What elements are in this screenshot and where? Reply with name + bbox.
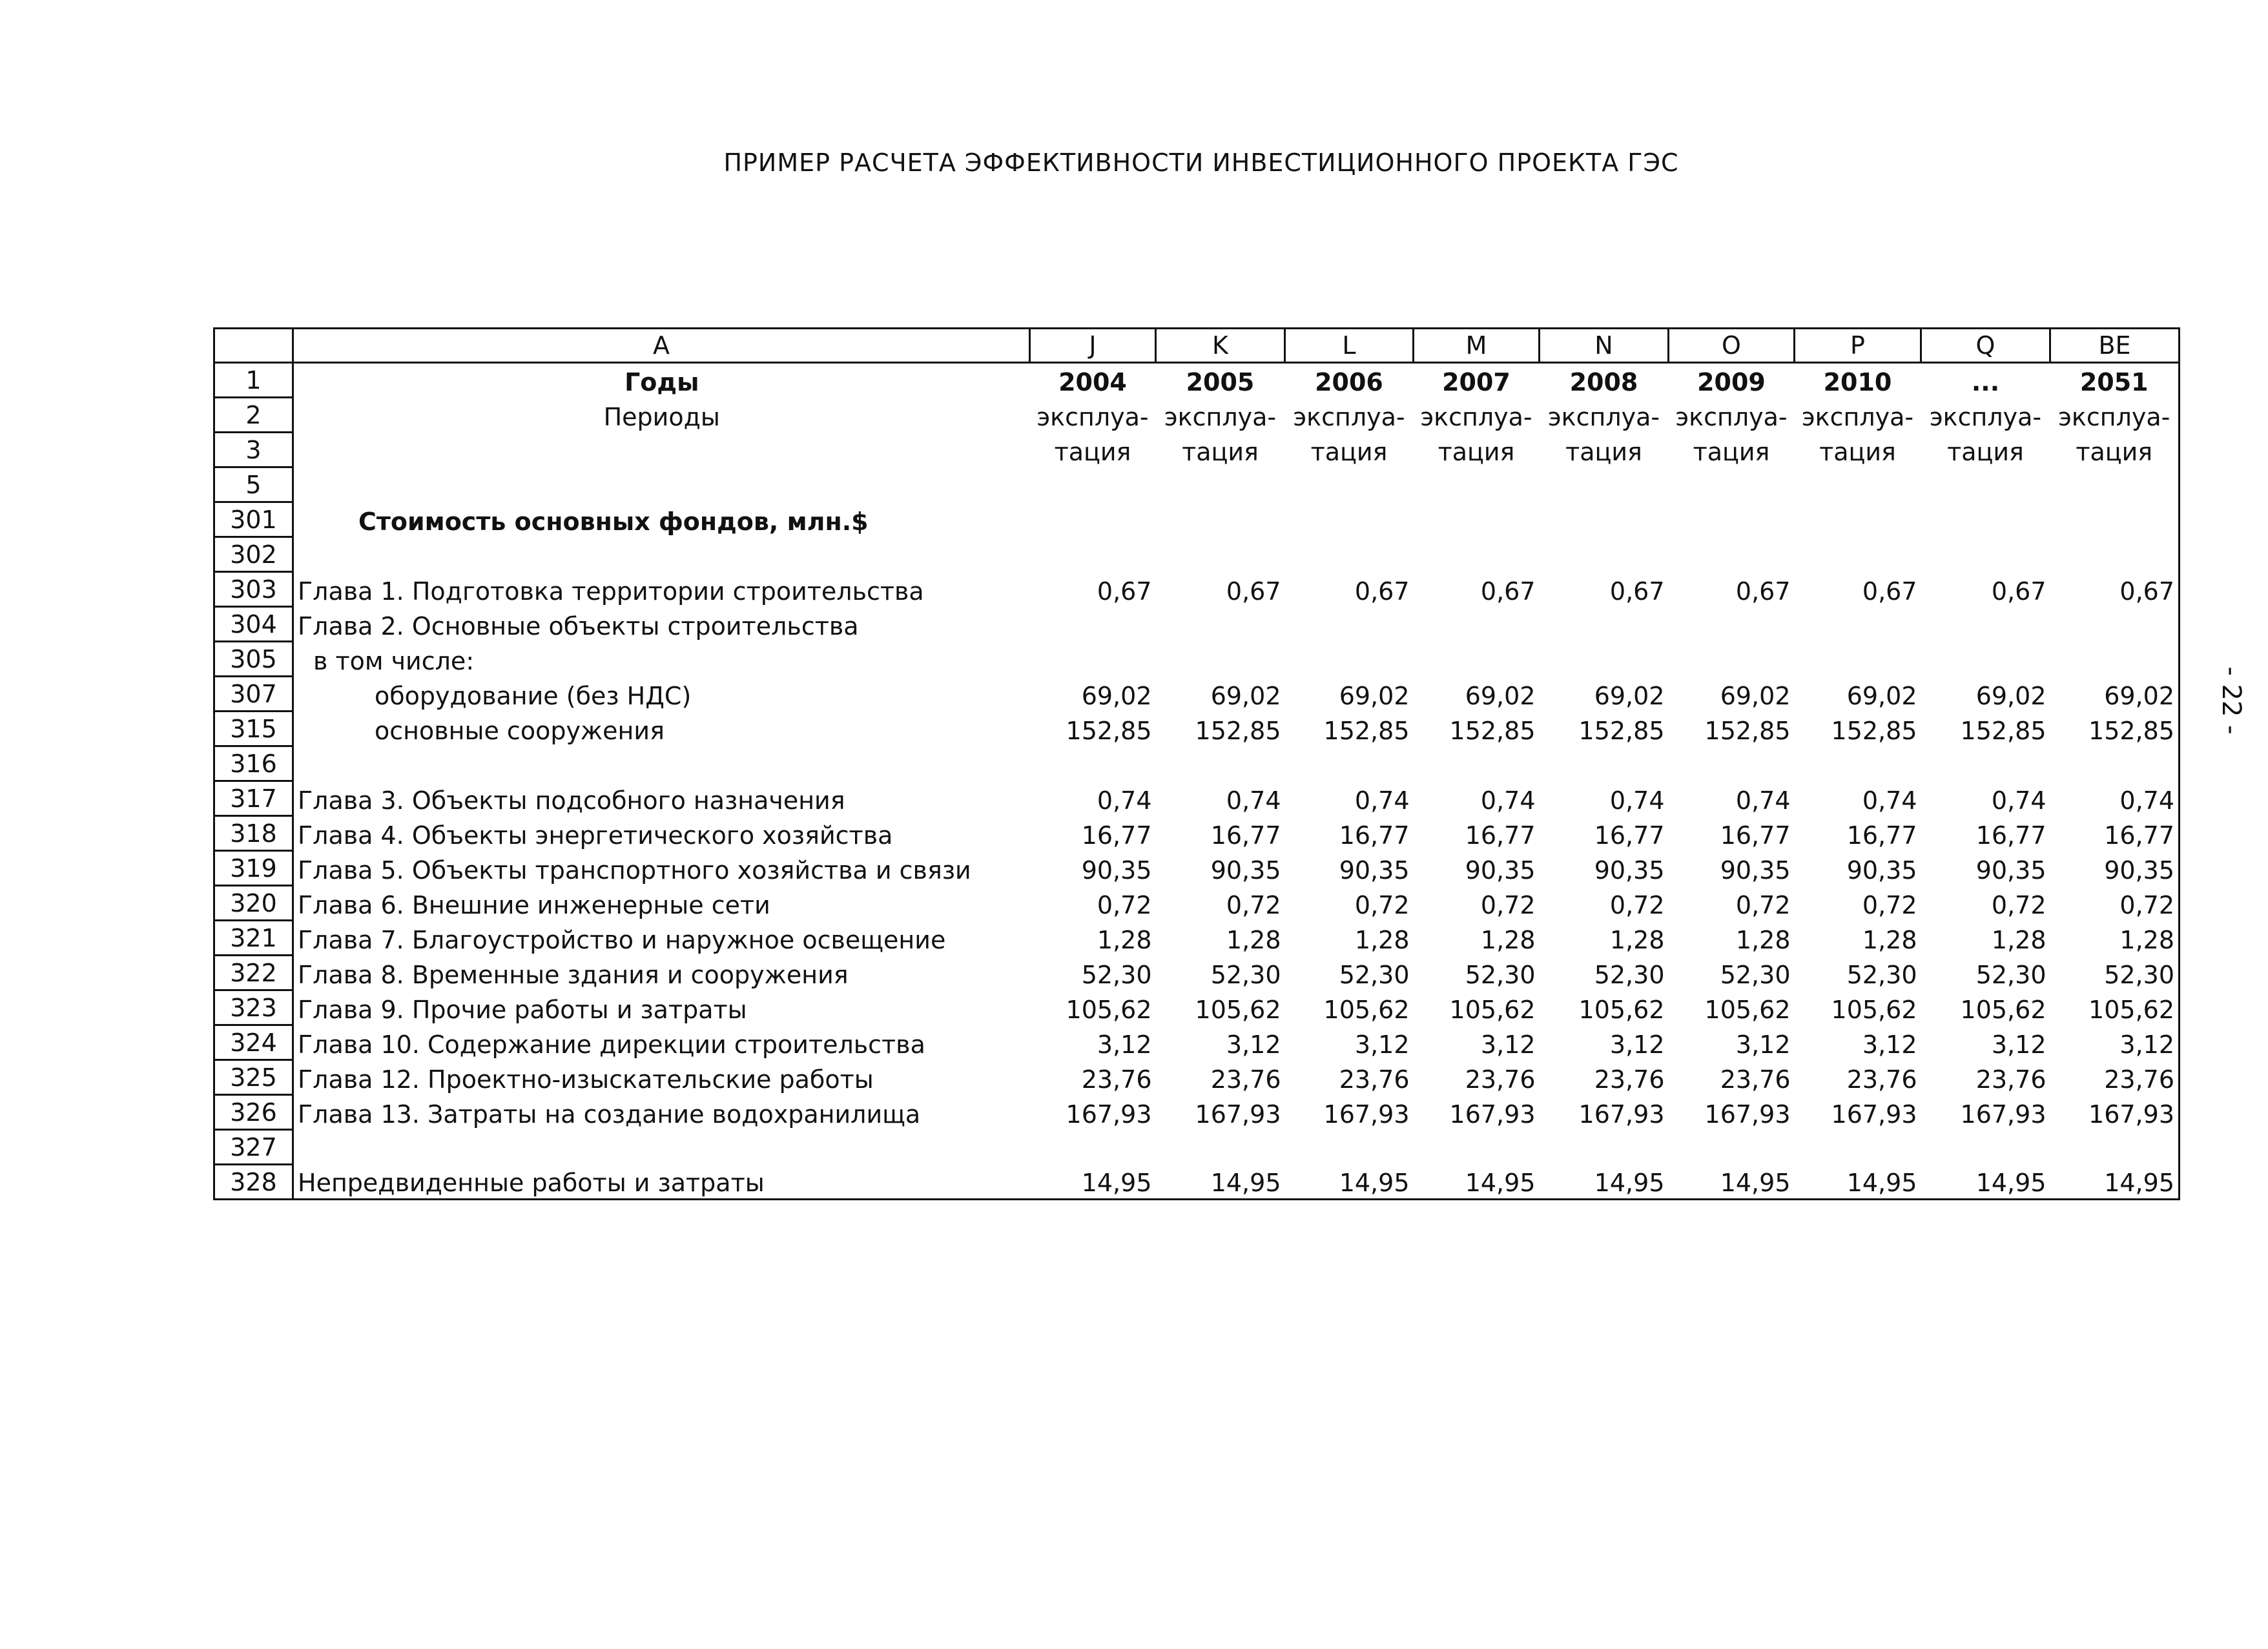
- value-cell: [1030, 746, 1156, 781]
- section-title: Стоимость основных фондов, млн.$: [293, 502, 1030, 537]
- value-cell: 0,72: [1097, 890, 1152, 919]
- value-cell: 52,30: [1720, 960, 1791, 989]
- value-cell: 152,85: [1960, 716, 2046, 745]
- periods-row: [214, 398, 2180, 433]
- row-number: 3: [214, 433, 293, 467]
- value-cell: 14,95: [1414, 1165, 1540, 1200]
- row-number: 5: [214, 467, 293, 502]
- value-cell: 14,95: [1669, 1165, 1795, 1200]
- value-cell: [1285, 642, 1414, 677]
- value-cell: 167,93: [1323, 1100, 1410, 1129]
- value-cell: 152,85: [1449, 716, 1536, 745]
- value-cell: 0,74: [1735, 786, 1791, 815]
- row-number: 307: [214, 677, 293, 712]
- row-label: Глава 4. Объекты энергетического хозяйства: [293, 816, 1030, 851]
- row-label: Глава 13. Затраты на создание водохранилища: [293, 1095, 1030, 1130]
- value-cell: 167,93: [1704, 1100, 1791, 1129]
- value-cell: 0,67: [1354, 577, 1410, 606]
- value-cell: [1156, 607, 1285, 642]
- year-cell: 2004: [1058, 367, 1127, 396]
- value-cell: [1669, 607, 1795, 642]
- table-row: [214, 607, 2180, 642]
- value-cell: 52,30: [2050, 956, 2180, 990]
- value-cell: 0,74: [1609, 786, 1665, 815]
- row-number: 301: [214, 502, 293, 537]
- column-header-row: [214, 329, 2180, 363]
- value-cell: 23,76: [1081, 1065, 1152, 1094]
- value-cell: [1414, 1130, 1540, 1165]
- value-cell: [1540, 1130, 1669, 1165]
- row-label: [293, 433, 1030, 467]
- value-cell: [1795, 746, 1921, 781]
- value-cell: 0,74: [1354, 786, 1410, 815]
- year-cell: 2006: [1315, 367, 1383, 396]
- row-label: Глава 5. Объекты транспортного хозяйства и связи: [293, 851, 1030, 886]
- row-label: Глава 9. Прочие работы и затраты: [293, 990, 1030, 1025]
- value-cell: 1,28: [2050, 921, 2180, 956]
- year-cell: 2010: [1823, 367, 1892, 396]
- row-number: 320: [214, 886, 293, 921]
- value-cell: [1921, 1130, 2050, 1165]
- value-cell: [1030, 642, 1156, 677]
- table-row: [214, 851, 2180, 886]
- year-cell: 2007: [1442, 367, 1510, 396]
- value-cell: 3,12: [1097, 1030, 1152, 1059]
- value-cell: [1921, 642, 2050, 677]
- value-cell: 1,28: [1862, 925, 1917, 954]
- row-number: 326: [214, 1095, 293, 1130]
- period-cell: тация: [1054, 437, 1131, 466]
- value-cell: 0,74: [1991, 786, 2046, 815]
- value-cell: 90,35: [1210, 855, 1281, 885]
- table-row: [214, 1165, 2180, 1200]
- value-cell: [1030, 1130, 1156, 1165]
- value-cell: [1030, 607, 1156, 642]
- value-cell: 152,85: [1323, 716, 1410, 745]
- row-label: Глава 1. Подготовка территории строительства: [293, 572, 1030, 607]
- value-cell: [1540, 607, 1669, 642]
- value-cell: [1414, 642, 1540, 677]
- value-cell: [1285, 607, 1414, 642]
- value-cell: 105,62: [1704, 995, 1791, 1024]
- row-number: 2: [214, 398, 293, 433]
- period-cell: тация: [1947, 437, 2024, 466]
- value-cell: 105,62: [1960, 995, 2046, 1024]
- blank-row: [214, 537, 2180, 572]
- row-number: 328: [214, 1165, 293, 1200]
- period-cell: тация: [2050, 433, 2180, 467]
- value-cell: 0,67: [1862, 577, 1917, 606]
- row-label: [293, 746, 1030, 781]
- value-cell: 16,77: [1081, 821, 1152, 850]
- column-letter: Q: [1921, 329, 2050, 363]
- row-number: 305: [214, 642, 293, 677]
- value-cell: 52,30: [1339, 960, 1410, 989]
- table-row: [214, 572, 2180, 607]
- table-row: [214, 990, 2180, 1025]
- value-cell: 167,93: [1831, 1100, 1917, 1129]
- column-letter: A: [293, 329, 1030, 363]
- value-cell: 3,12: [1735, 1030, 1791, 1059]
- value-cell: [1414, 746, 1540, 781]
- period-cell: эксплуа-: [2050, 398, 2180, 433]
- value-cell: [2050, 642, 2180, 677]
- year-cell: ...: [1971, 367, 2000, 396]
- value-cell: 14,95: [1285, 1165, 1414, 1200]
- column-letter: N: [1540, 329, 1669, 363]
- value-cell: 105,62: [1195, 995, 1281, 1024]
- period-cell: эксплуа-: [1420, 402, 1532, 431]
- period-cell: эксплуа-: [1036, 402, 1149, 431]
- value-cell: 0,72: [1354, 890, 1410, 919]
- row-label: Периоды: [293, 398, 1030, 433]
- value-cell: 105,62: [2050, 990, 2180, 1025]
- value-cell: 0,67: [1609, 577, 1665, 606]
- value-cell: 90,35: [1081, 855, 1152, 885]
- value-cell: 52,30: [1210, 960, 1281, 989]
- period-cell: эксплуа-: [1547, 402, 1660, 431]
- row-label: Глава 2. Основные объекты строительства: [293, 607, 1030, 642]
- value-cell: [1156, 746, 1285, 781]
- value-cell: 167,93: [2050, 1095, 2180, 1130]
- row-number: 318: [214, 816, 293, 851]
- row-number: 325: [214, 1060, 293, 1095]
- value-cell: 14,95: [2050, 1165, 2180, 1200]
- value-cell: 152,85: [1831, 716, 1917, 745]
- value-cell: 90,35: [1720, 855, 1791, 885]
- value-cell: 1,28: [1735, 925, 1791, 954]
- value-cell: [2050, 746, 2180, 781]
- row-number: 302: [214, 537, 293, 572]
- table-row: [214, 886, 2180, 921]
- table-row: [214, 677, 2180, 712]
- value-cell: 23,76: [1210, 1065, 1281, 1094]
- value-cell: 0,67: [1097, 577, 1152, 606]
- value-cell: 105,62: [1578, 995, 1665, 1024]
- value-cell: 167,93: [1578, 1100, 1665, 1129]
- value-cell: [1921, 746, 2050, 781]
- value-cell: 69,02: [1210, 681, 1281, 710]
- table-row: [214, 746, 2180, 781]
- periods-row-2: [214, 433, 2180, 467]
- value-cell: 3,12: [1862, 1030, 1917, 1059]
- section-title-row: [214, 502, 2180, 537]
- period-cell: эксплуа-: [1675, 402, 1788, 431]
- value-cell: 23,76: [1339, 1065, 1410, 1094]
- value-cell: 16,77: [1465, 821, 1536, 850]
- value-cell: 0,74: [1097, 786, 1152, 815]
- value-cell: [1540, 642, 1669, 677]
- value-cell: 167,93: [1066, 1100, 1152, 1129]
- column-letter: P: [1795, 329, 1921, 363]
- value-cell: 152,85: [1704, 716, 1791, 745]
- value-cell: 0,67: [1226, 577, 1281, 606]
- value-cell: 0,67: [1735, 577, 1791, 606]
- value-cell: 0,72: [1862, 890, 1917, 919]
- row-number: 323: [214, 990, 293, 1025]
- value-cell: 1,28: [1480, 925, 1536, 954]
- row-label: основные сооружения: [293, 712, 1030, 746]
- value-cell: 3,12: [1354, 1030, 1410, 1059]
- value-cell: 90,35: [1975, 855, 2046, 885]
- period-cell: эксплуа-: [1164, 402, 1277, 431]
- value-cell: [1156, 642, 1285, 677]
- row-label: в том числе:: [293, 642, 1030, 677]
- period-cell: тация: [1182, 437, 1259, 466]
- value-cell: 105,62: [1066, 995, 1152, 1024]
- value-cell: 0,72: [1609, 890, 1665, 919]
- value-cell: [1795, 642, 1921, 677]
- value-cell: 1,28: [1609, 925, 1665, 954]
- table-row: [214, 1130, 2180, 1165]
- value-cell: 69,02: [1465, 681, 1536, 710]
- year-cell: 2005: [1186, 367, 1255, 396]
- value-cell: 16,77: [1339, 821, 1410, 850]
- value-cell: 0,74: [1480, 786, 1536, 815]
- column-letter: J: [1030, 329, 1156, 363]
- row-number: 324: [214, 1025, 293, 1060]
- value-cell: 23,76: [2050, 1060, 2180, 1095]
- value-cell: 3,12: [1226, 1030, 1281, 1059]
- period-cell: эксплуа-: [1929, 402, 2042, 431]
- value-cell: 3,12: [1609, 1030, 1665, 1059]
- value-cell: [1285, 1130, 1414, 1165]
- column-letter: L: [1285, 329, 1414, 363]
- value-cell: 23,76: [1720, 1065, 1791, 1094]
- value-cell: 69,02: [1975, 681, 2046, 710]
- table-row: [214, 642, 2180, 677]
- table-row: [214, 781, 2180, 816]
- value-cell: 52,30: [1594, 960, 1665, 989]
- value-cell: 0,67: [2050, 572, 2180, 607]
- value-cell: 152,85: [2050, 712, 2180, 746]
- value-cell: 0,72: [1480, 890, 1536, 919]
- value-cell: 0,67: [1991, 577, 2046, 606]
- row-label: Глава 12. Проектно-изыскательские работы: [293, 1060, 1030, 1095]
- value-cell: 52,30: [1465, 960, 1536, 989]
- row-number: 319: [214, 851, 293, 886]
- value-cell: 69,02: [1594, 681, 1665, 710]
- value-cell: 16,77: [1846, 821, 1917, 850]
- period-cell: эксплуа-: [1801, 402, 1914, 431]
- value-cell: 1,28: [1097, 925, 1152, 954]
- row-label: оборудование (без НДС): [293, 677, 1030, 712]
- value-cell: 0,72: [1735, 890, 1791, 919]
- value-cell: 0,74: [1862, 786, 1917, 815]
- value-cell: 0,72: [1226, 890, 1281, 919]
- value-cell: 52,30: [1081, 960, 1152, 989]
- value-cell: 3,12: [2050, 1025, 2180, 1060]
- value-cell: 69,02: [2050, 677, 2180, 712]
- column-letter: M: [1414, 329, 1540, 363]
- value-cell: 16,77: [1720, 821, 1791, 850]
- value-cell: 69,02: [1720, 681, 1791, 710]
- value-cell: 52,30: [1975, 960, 2046, 989]
- period-cell: тация: [1310, 437, 1388, 466]
- value-cell: 1,28: [1991, 925, 2046, 954]
- row-number: 327: [214, 1130, 293, 1165]
- year-cell: 2009: [1697, 367, 1766, 396]
- value-cell: [1669, 1130, 1795, 1165]
- row-label: Глава 10. Содержание дирекции строительства: [293, 1025, 1030, 1060]
- row-number: 316: [214, 746, 293, 781]
- column-letter: O: [1669, 329, 1795, 363]
- value-cell: 105,62: [1831, 995, 1917, 1024]
- value-cell: [2050, 1130, 2180, 1165]
- row-number: 322: [214, 956, 293, 990]
- value-cell: 16,77: [1975, 821, 2046, 850]
- value-cell: 14,95: [1795, 1165, 1921, 1200]
- years-row: [214, 363, 2180, 398]
- period-cell: тация: [1693, 437, 1770, 466]
- row-number: 303: [214, 572, 293, 607]
- value-cell: 167,93: [1449, 1100, 1536, 1129]
- row-label: [293, 1130, 1030, 1165]
- value-cell: 1,28: [1226, 925, 1281, 954]
- value-cell: [1921, 607, 2050, 642]
- value-cell: 0,72: [1991, 890, 2046, 919]
- row-label: [293, 467, 1030, 502]
- value-cell: 23,76: [1846, 1065, 1917, 1094]
- table-row: [214, 816, 2180, 851]
- value-cell: [1285, 746, 1414, 781]
- value-cell: 52,30: [1846, 960, 1917, 989]
- value-cell: [1669, 642, 1795, 677]
- value-cell: 105,62: [1323, 995, 1410, 1024]
- period-cell: тация: [1565, 437, 1642, 466]
- value-cell: 152,85: [1066, 716, 1152, 745]
- value-cell: 14,95: [1156, 1165, 1285, 1200]
- value-cell: 69,02: [1846, 681, 1917, 710]
- row-number: 315: [214, 712, 293, 746]
- value-cell: 90,35: [1594, 855, 1665, 885]
- row-label: Глава 3. Объекты подсобного назначения: [293, 781, 1030, 816]
- value-cell: 90,35: [1846, 855, 1917, 885]
- value-cell: 105,62: [1449, 995, 1536, 1024]
- spreadsheet-table: [213, 327, 2180, 1200]
- page-title: ПРИМЕР РАСЧЕТА ЭФФЕКТИВНОСТИ ИНВЕСТИЦИОННОГО ПРОЕКТА ГЭС: [723, 149, 1679, 177]
- value-cell: [2050, 607, 2180, 642]
- value-cell: 1,28: [1354, 925, 1410, 954]
- value-cell: [1795, 607, 1921, 642]
- row-number: 1: [214, 363, 293, 398]
- row-label: Глава 7. Благоустройство и наружное освещение: [293, 921, 1030, 956]
- value-cell: 69,02: [1081, 681, 1152, 710]
- page-number: - 22 -: [2216, 666, 2246, 735]
- value-cell: 152,85: [1578, 716, 1665, 745]
- blank-row: [214, 467, 2180, 502]
- value-cell: 90,35: [2050, 851, 2180, 886]
- value-cell: 16,77: [1210, 821, 1281, 850]
- year-cell: 2051: [2050, 363, 2180, 398]
- value-cell: 16,77: [2050, 816, 2180, 851]
- value-cell: [1669, 746, 1795, 781]
- value-cell: [1795, 1130, 1921, 1165]
- period-cell: тация: [1438, 437, 1515, 466]
- table-row: [214, 921, 2180, 956]
- row-label: Непредвиденные работы и затраты: [293, 1165, 1030, 1200]
- value-cell: 23,76: [1594, 1065, 1665, 1094]
- value-cell: 0,74: [1226, 786, 1281, 815]
- value-cell: 69,02: [1339, 681, 1410, 710]
- row-label: Глава 8. Временные здания и сооружения: [293, 956, 1030, 990]
- row-number: 304: [214, 607, 293, 642]
- value-cell: 90,35: [1465, 855, 1536, 885]
- value-cell: [1156, 1130, 1285, 1165]
- period-cell: эксплуа-: [1293, 402, 1405, 431]
- year-cell: 2008: [1569, 367, 1638, 396]
- column-letter: BE: [2050, 329, 2180, 363]
- value-cell: 90,35: [1339, 855, 1410, 885]
- row-label: Глава 6. Внешние инженерные сети: [293, 886, 1030, 921]
- value-cell: 14,95: [1030, 1165, 1156, 1200]
- value-cell: 167,93: [1960, 1100, 2046, 1129]
- value-cell: 0,67: [1480, 577, 1536, 606]
- table-row: [214, 712, 2180, 746]
- value-cell: 0,72: [2050, 886, 2180, 921]
- value-cell: 0,74: [2050, 781, 2180, 816]
- value-cell: 23,76: [1975, 1065, 2046, 1094]
- value-cell: [1414, 607, 1540, 642]
- value-cell: 167,93: [1195, 1100, 1281, 1129]
- value-cell: 14,95: [1921, 1165, 2050, 1200]
- column-letter: K: [1156, 329, 1285, 363]
- corner-cell: [214, 329, 293, 363]
- value-cell: 3,12: [1480, 1030, 1536, 1059]
- value-cell: 16,77: [1594, 821, 1665, 850]
- row-number: 317: [214, 781, 293, 816]
- period-cell: тация: [1819, 437, 1896, 466]
- table-row: [214, 1060, 2180, 1095]
- value-cell: 23,76: [1465, 1065, 1536, 1094]
- row-label: Годы: [293, 363, 1030, 398]
- table-row: [214, 1025, 2180, 1060]
- table-row: [214, 1095, 2180, 1130]
- table-row: [214, 956, 2180, 990]
- value-cell: 152,85: [1195, 716, 1281, 745]
- value-cell: 14,95: [1540, 1165, 1669, 1200]
- value-cell: [1540, 746, 1669, 781]
- row-number: 321: [214, 921, 293, 956]
- row-label: [293, 537, 1030, 572]
- value-cell: 3,12: [1991, 1030, 2046, 1059]
